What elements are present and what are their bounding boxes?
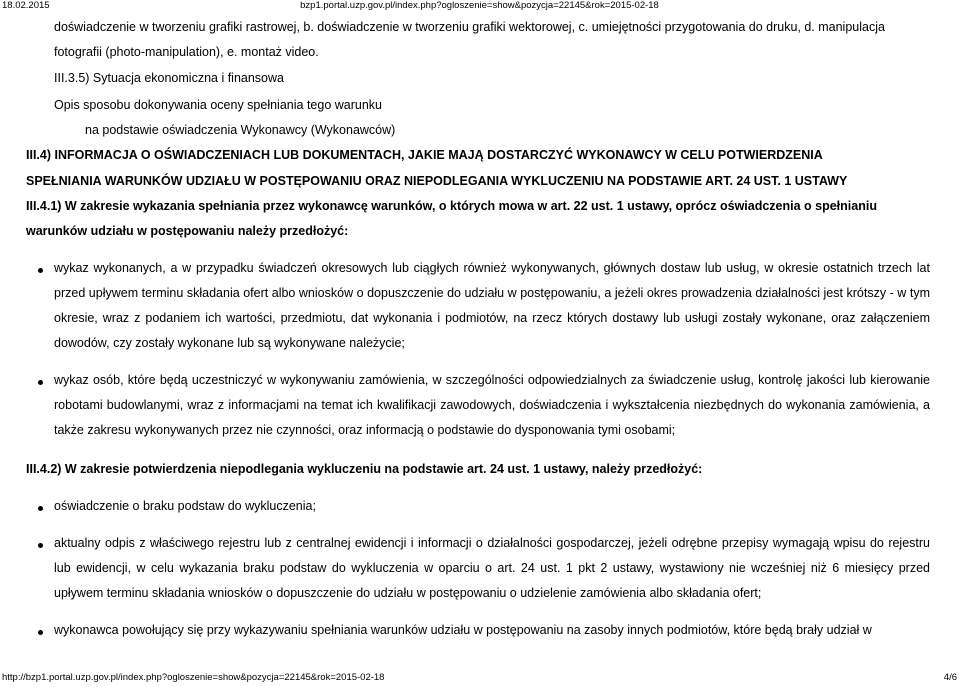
- page-number: 4/6: [943, 672, 957, 683]
- intro-line-2: fotografii (photo-manipulation), e. montaż video.: [54, 45, 319, 59]
- print-footer-url: http://bzp1.portal.uzp.gov.pl/index.php?ogloszenie=show&pozycja=22145&rok=2015-02-18: [2, 672, 385, 683]
- print-header-url: bzp1.portal.uzp.gov.pl/index.php?ogloszenie=show&pozycja=22145&rok=2015-02-18: [300, 0, 659, 11]
- print-date: 18.02.2015: [2, 0, 50, 11]
- list-bullet: [38, 268, 43, 273]
- list-item: wykaz osób, które będą uczestniczyć w wykonywaniu zamówienia, w szczególności odpowiedzialnych za świadczenie usług, kontrolę jakości lub kierowanie robotami budowlanymi, wraz z informacjami na temat ich kwalifikacji zawodowych, doświadczenia i wykształcenia niezbędnych do wykonania zamówienia, a także zakresu wykonywanych przez nie czynności, oraz informacją o podstawie do dysponowania tymi osobami;: [54, 373, 930, 437]
- list-bullet: [38, 380, 43, 385]
- list-bullet: [38, 543, 43, 548]
- intro-line-1: doświadczenie w tworzeniu grafiki rastrowej, b. doświadczenie w tworzeniu grafiki wektorowej, c. umiejętności przygotowania do druku, d. manipulacja: [54, 20, 885, 34]
- section-335-title: III.3.5) Sytuacja ekonomiczna i finansowa: [54, 71, 284, 85]
- list-item: wykonawca powołujący się przy wykazywaniu spełniania warunków udziału w postępowaniu na zasoby innych podmiotów, które będą brały udział w: [54, 623, 872, 637]
- list-bullet: [38, 630, 43, 635]
- list-item: oświadczenie o braku podstaw do wykluczenia;: [54, 499, 316, 513]
- print-footer: [0, 672, 959, 686]
- section-34-title-line-2: SPEŁNIANIA WARUNKÓW UDZIAŁU W POSTĘPOWANIU ORAZ NIEPODLEGANIA WYKLUCZENIU NA PODSTAWIE ART. 24 UST. 1 USTAWY: [26, 174, 848, 188]
- list-item: wykaz wykonanych, a w przypadku świadczeń okresowych lub ciągłych również wykonywanych, głównych dostaw lub usług, w okresie ostatnich trzech lat przed upływem terminu składania ofert albo wniosków o dopuszczenie do udziału w postępowaniu, a jeżeli okres prowadzenia działalności jest krótszy - w tym okresie, wraz z podaniem ich wartości, przedmiotu, dat wykonania i podmiotów, na rzecz których dostawy lub usługi zostały wykonane, oraz załączeniem dowodów, czy zostały wykonane lub są wykonywane należycie;: [54, 261, 930, 350]
- print-header: [0, 0, 959, 14]
- section-341-title-line-2: warunków udziału w postępowaniu należy przedłożyć:: [26, 224, 349, 238]
- section-335-item: na podstawie oświadczenia Wykonawcy (Wykonawców): [85, 123, 396, 137]
- list-item: aktualny odpis z właściwego rejestru lub z centralnej ewidencji i informacji o działalności gospodarczej, jeżeli odrębne przepisy wymagają wpisu do rejestru lub ewidencji, w celu wykazania braku podstaw do wykluczenia w oparciu o art. 24 ust. 1 pkt 2 ustawy, wystawiony nie wcześniej niż 6 miesięcy przed upływem terminu składania wniosków o dopuszczenie do udziału w postępowaniu o udzielenie zamówienia albo składania ofert;: [54, 536, 930, 600]
- section-335-subtitle: Opis sposobu dokonywania oceny spełniania tego warunku: [54, 98, 382, 112]
- section-341-title-line-1: III.4.1) W zakresie wykazania spełniania przez wykonawcę warunków, o których mowa w art. 22 ust. 1 ustawy, oprócz oświadczenia o spełnianiu: [26, 199, 877, 213]
- section-342-title: III.4.2) W zakresie potwierdzenia niepodlegania wykluczeniu na podstawie art. 24 ust. 1 ustawy, należy przedłożyć:: [26, 462, 703, 476]
- section-34-title-line-1: III.4) INFORMACJA O OŚWIADCZENIACH LUB DOKUMENTACH, JAKIE MAJĄ DOSTARCZYĆ WYKONAWCY W CELU POTWIERDZENIA: [26, 148, 823, 162]
- list-bullet: [38, 506, 43, 511]
